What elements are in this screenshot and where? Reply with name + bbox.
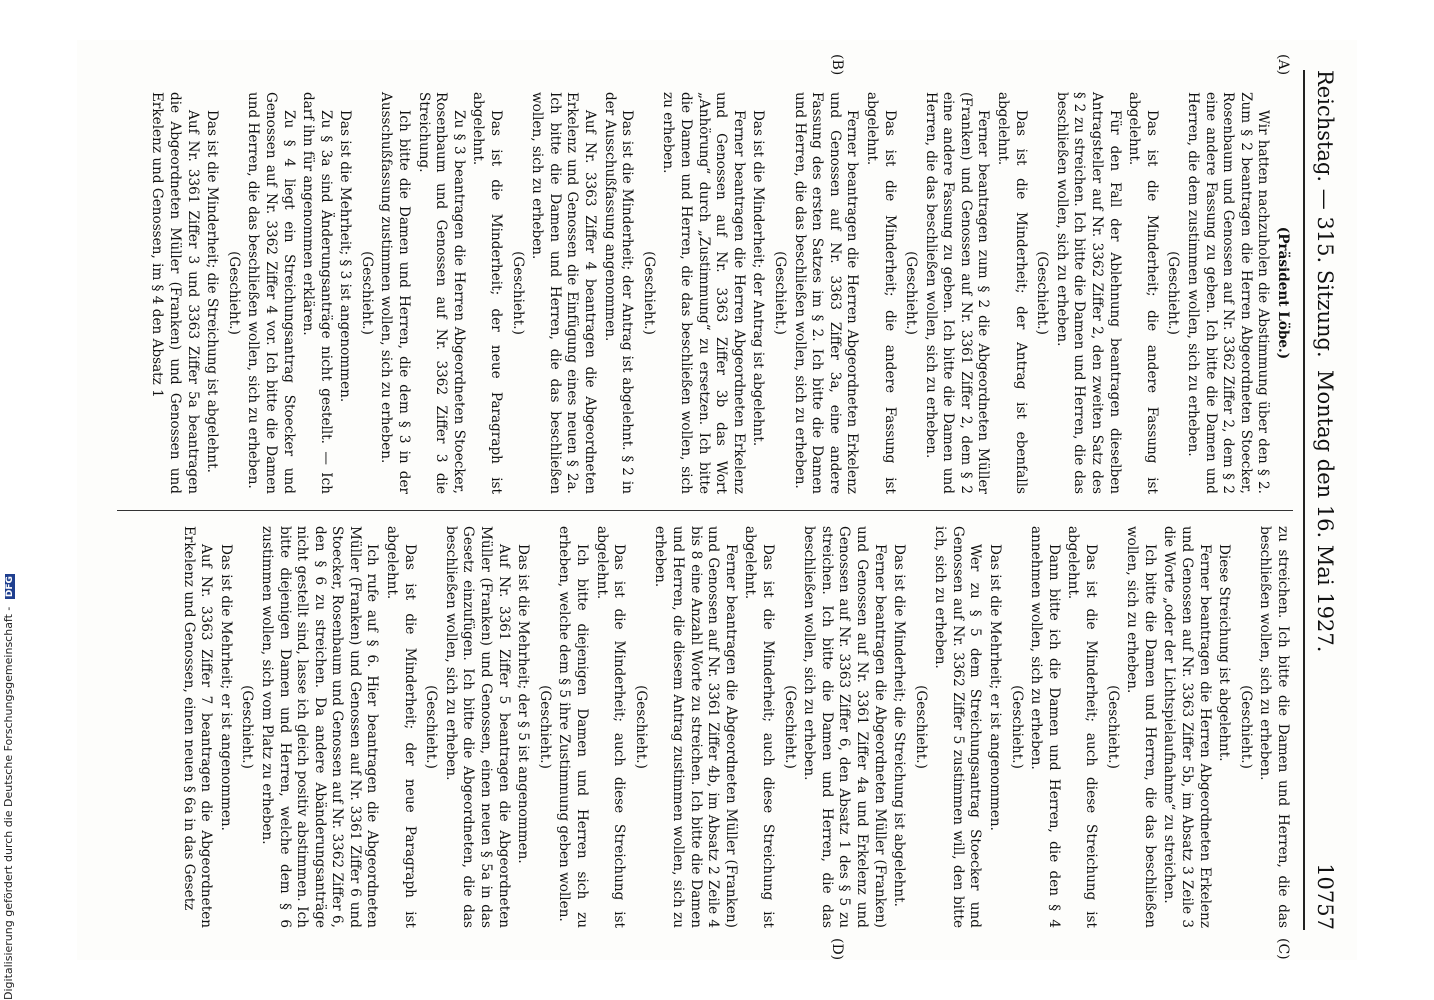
paragraph: (Geschieht.)	[1008, 685, 1025, 769]
paragraph: Ferner beantragen die Herren Abgeordneten Erkelenz und Genossen auf Nr. 3363 Ziffer 3b das Wort „Anhörung“ durch „Zustimmung“ zu ersetzen. Ich bitte die Damen und Herren, die das beschließen wollen, sich zu erheben.	[660, 92, 747, 494]
document-page	[77, 40, 1357, 960]
paragraph: Das ist die Minderheit; auch diese Streichung ist abgelehnt.	[1065, 526, 1100, 928]
paragraph: Ferner beantragen die Abgeordneten Müller (Franken) und Genossen auf Nr. 3361 Ziffer 4b, im Absatz 2 Zeile 4 bis 8 eine Anzahl Worte zu streichen. Ich bitte die Damen und Herren, die diesem Antrag zustimmen wollen, sich zu erheben.	[652, 526, 739, 928]
header-date: Montag den 16. Mai 1927.	[1313, 370, 1337, 653]
paragraph: Das ist die Minderheit; auch diese Streichung ist abgelehnt.	[593, 526, 628, 928]
paragraph: Das ist die Mehrheit; er ist angenommen.	[987, 544, 1004, 831]
paragraph: Zu § 3a sind Änderungsanträge nicht gestellt. — Ich darf ihn für angenommen erklären.	[300, 92, 334, 494]
margin-marker-b: (B)	[829, 54, 845, 76]
paragraph: Ferner beantragen die Herren Abgeordneten Erkelenz und Genossen auf Nr. 3363 Ziffer 3a, eine andere Fassung des ersten Satzes im § 2. Ich bitte die Damen und Herren, die das beschließen wollen, sich zu erheben.	[791, 92, 861, 494]
paragraph: (Geschieht.)	[1104, 685, 1121, 769]
paragraph: Ich rufe auf § 6. Hier beantragen die Abgeordneten Müller (Franken) und Genossen auf Nr. 3361 Ziffer 6 und Stoecker, Rosenbaum und Genossen auf Nr. 3362 Ziffer 6, den § 6 zu streichen. Da andere Abänderungsanträge nicht gestellt sind, lasse ich gleich positiv abstimmen. Ich bitte diejenigen Damen und Herren, welche dem § 6 zustimmen wollen, sich vom Platz zu erheben.	[258, 526, 381, 928]
paragraph: (Geschieht.)	[239, 685, 256, 769]
paragraph: Das ist die Minderheit; der neue Paragraph ist abgelehnt.	[384, 526, 418, 928]
paragraph: Wir hatten nachzuholen die Abstimmung über den § 2. Zum § 2 beantragen die Herren Abgeordneten Stoecker, Rosenbaum und Genossen auf Nr. 3362 Ziffer 2, dem § 2 eine andere Fassung zu geben. Ich bitte die Damen und Herren, die dem zustimmen wollen, sich zu erheben.	[1185, 92, 1272, 494]
paragraph: (Geschieht.)	[903, 251, 920, 335]
paragraph: (Geschieht.)	[536, 685, 553, 769]
page-number: 10757	[1313, 863, 1337, 930]
paragraph: (Geschieht.)	[771, 251, 788, 335]
paragraph: (Geschieht.)	[225, 251, 242, 335]
paragraph: (Geschieht.)	[509, 251, 526, 335]
page-header	[1303, 70, 1339, 930]
paragraph: Auf Nr. 3361 Ziffer 3 und 3363 Ziffer 5a beantragen die Abgeordneten Müller (Franken) und Genossen und Erkelenz und Genossen, im § 4 den Absatz 1	[149, 92, 201, 494]
paragraph: Das ist die Mehrheit; er ist angenommen.	[217, 544, 234, 831]
paragraph: Das ist die Minderheit; auch diese Streichung ist abgelehnt.	[742, 526, 776, 928]
paragraph: Dann bitte ich die Damen und Herren, die den § 4 annehmen wollen, sich zu erheben.	[1028, 526, 1062, 928]
paragraph: Zu § 4 liegt ein Streichungsantrag Stoecker und Genossen auf Nr. 3362 Ziffer 4 vor. Ich bitte die Damen und Herren, die das beschließen wollen, sich zu erheben.	[245, 92, 297, 494]
paragraph: (Präsident Löbe.)	[1275, 226, 1291, 360]
paragraph: Ferner beantragen die Abgeordneten Müller (Franken) und Genossen auf Nr. 3361 Ziffer 4a und Erkelenz und Genossen auf Nr. 3363 Ziffer 6, den Absatz 1 des § 5 zu streichen. Ich bitte die Damen und Herren, die das beschließen wollen, sich zu erheben.	[801, 526, 888, 928]
paragraph: (Geschieht.)	[912, 685, 929, 769]
margin-marker-c: (C)	[1275, 938, 1291, 960]
paragraph: Das ist die Minderheit; der Antrag ist abgelehnt.	[750, 110, 767, 447]
footer-text: Digitalisierung gefördert durch die Deutsche Forschungsgemeinschaft -	[2, 606, 15, 1000]
paragraph: Wer zu § 5 dem Streichungsantrag Stoecker und Genossen auf Nr. 3362 Ziffer 5 zustimmen will, den bitte ich, sich zu erheben.	[932, 526, 984, 928]
paragraph: Das ist die Minderheit; die Streichung ist abgelehnt.	[891, 544, 908, 907]
paragraph: Das ist die Mehrheit; § 3 ist angenommen.	[337, 110, 354, 403]
paragraph: Das ist die Minderheit; der neue Paragraph ist abgelehnt.	[470, 92, 505, 494]
paragraph: Ich bitte diejenigen Damen und Herren sich zu erheben, welche dem § 5 ihre Zustimmung geben wollen.	[556, 526, 591, 928]
paragraph: (Geschieht.)	[1034, 251, 1051, 335]
paragraph: Das ist die Minderheit; die andere Fassung ist abgelehnt.	[863, 92, 898, 494]
paragraph: Das ist die Minderheit; der Antrag ist abgelehnt. § 2 in der Ausschußfassung angenommen.	[601, 92, 636, 494]
paragraph: Das ist die Minderheit; die Streichung ist abgelehnt.	[204, 110, 221, 473]
paragraph: Zu § 3 beantragen die Herren Abgeordneten Stoecker, Rosenbaum und Genossen auf Nr. 3362 Ziffer 3 die Streichung.	[415, 92, 467, 494]
paragraph: (Geschieht.)	[1237, 685, 1254, 769]
paragraph: Ich bitte die Damen und Herren, die dem § 3 in der Ausschußfassung zustimmen wollen, sich zu erheben.	[378, 92, 413, 494]
paragraph: Das ist die Minderheit; der Antrag ist ebenfalls abgelehnt.	[995, 92, 1029, 494]
paragraph: Das ist die Mehrheit; der § 5 ist angenommen.	[515, 544, 532, 864]
paragraph: (Geschieht.)	[640, 251, 657, 335]
paragraph: zu streichen. Ich bitte die Damen und Herren, die das beschließen wollen, sich zu erheben.	[1257, 526, 1291, 928]
paragraph: Diese Streichung ist abgelehnt.	[1216, 544, 1233, 762]
header-session: Reichstag. — 315. Sitzung.	[1313, 70, 1337, 358]
margin-marker-a: (A)	[1275, 54, 1291, 76]
column-divider	[117, 510, 1293, 511]
dfg-logo: DFG	[5, 576, 15, 598]
paragraph: (Geschieht.)	[781, 685, 798, 769]
paragraph: Auf Nr. 3363 Ziffer 7 beantragen die Abgeordneten Erkelenz und Genossen, einen neuen § 6a in das Gesetz	[180, 526, 215, 928]
margin-marker-d: (D)	[829, 938, 845, 961]
paragraph: Für den Fall der Ablehnung beantragen dieselben Antragsteller auf Nr. 3362 Ziffer 2, den zweiten Satz des § 2 zu streichen. Ich bitte die Damen und Herren, die das beschließen wollen, sich zu erheben.	[1053, 92, 1123, 494]
paragraph: Ferner beantragen zum § 2 die Abgeordneten Müller (Franken) und Genossen auf Nr. 3361 Ziffer 2, dem § 2 eine andere Fassung zu geben. Ich bitte die Damen und Herren, die das beschließen wollen, sich zu erheben.	[922, 92, 992, 494]
paragraph: Das ist die Minderheit; die andere Fassung ist abgelehnt.	[1126, 92, 1160, 494]
paragraph: Ich bitte die Damen und Herren, die das beschließen wollen, sich zu erheben.	[1124, 526, 1158, 928]
paragraph: Auf Nr. 3363 Ziffer 4 beantragen die Abgeordneten Erkelenz und Genossen die Einfügung eines neuen § 2a. Ich bitte die Damen und Herren, die das beschließen wollen, sich zu erheben.	[529, 92, 599, 494]
paragraph: Auf Nr. 3361 Ziffer 5 beantragen die Abgeordneten Müller (Franken) und Genossen, einen neuen § 5a in das Gesetz einzufügen. Ich bitte die Abgeordneten, die das beschließen wollen, sich zu erheben.	[442, 526, 512, 928]
right-column	[103, 526, 1291, 928]
paragraph: (Geschieht.)	[423, 685, 440, 769]
paragraph: Ferner beantragen die Herren Abgeordneten Erkelenz und Genossen auf Nr. 3363 Ziffer 5b, im Absatz 3 Zeile 3 die Worte „oder der Lichtspielaufnahme“ zu streichen.	[1161, 526, 1213, 928]
paragraph: (Geschieht.)	[358, 251, 375, 335]
left-column	[103, 92, 1291, 494]
paragraph: (Geschieht.)	[632, 685, 649, 769]
paragraph: (Geschieht.)	[1165, 251, 1182, 335]
